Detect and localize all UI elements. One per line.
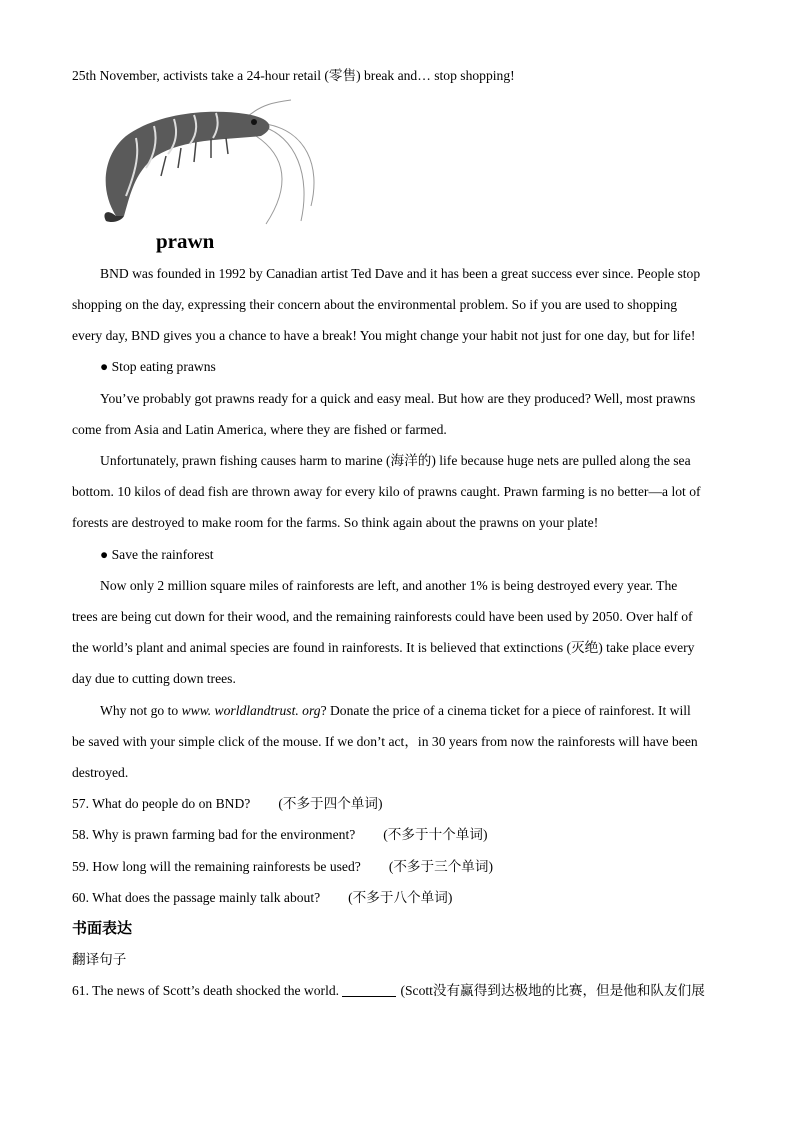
intro-line: 25th November, activists take a 24-hour retail (零售) break and… stop shopping! [72, 68, 515, 83]
word-limit-hint: (不多于三个单词) [388, 859, 494, 874]
question-text: 58. Why is prawn farming bad for the environment? [72, 827, 356, 842]
word-limit-hint: (不多于四个单词) [278, 796, 383, 811]
paragraph-line: forests are destroyed to make room for the farms. So think again about the prawns on your plate! [72, 515, 599, 530]
image-caption: prawn [156, 229, 215, 253]
word-limit-hint: (不多于十个单词) [383, 827, 488, 842]
paragraph-line: come from Asia and Latin America, where they are fished or farmed. [72, 422, 447, 437]
text-run: Why not go to [100, 703, 182, 718]
paragraph-line: the world’s plant and animal species are found in rainforests. It is believed that extinctions (灭绝) take place every [72, 640, 695, 655]
question-text: 59. How long will the remaining rainforests be used? [72, 859, 361, 874]
paragraph-line: Now only 2 million square miles of rainforests are left, and another 1% is being destroyed every year. The [100, 578, 678, 593]
paragraph-line: You’ve probably got prawns ready for a quick and easy meal. But how are they produced? Well, most prawns [100, 391, 696, 406]
bullet-heading: ● Save the rainforest [100, 547, 214, 562]
paragraph-line: day due to cutting down trees. [72, 671, 236, 686]
question-text: 60. What does the passage mainly talk about? [72, 890, 321, 905]
paragraph-line: destroyed. [72, 765, 129, 780]
answer-blank[interactable] [342, 982, 396, 997]
text-run: ? Donate the price of a cinema ticket for a piece of rainforest. It will [320, 703, 691, 718]
paragraph-line [100, 701, 691, 721]
word-limit-hint: (不多于八个单词) [348, 890, 453, 905]
prawn-illustration-icon [96, 96, 316, 226]
question-59 [72, 857, 493, 877]
paragraph-line: shopping on the day, expressing their concern about the environmental problem. So if you are used to shopping [72, 297, 678, 312]
question-text: 57. What do people do on BND? [72, 796, 251, 811]
question-58 [72, 825, 487, 845]
section-heading: 书面表达 [72, 921, 133, 937]
website-link[interactable]: www. worldlandtrust. org [181, 703, 321, 718]
question-61 [72, 981, 705, 1001]
question-60 [72, 888, 452, 908]
paragraph-line: every day, BND gives you a chance to have a break! You might change your habit not just for one day, but for life! [72, 328, 696, 343]
paragraph-line: be saved with your simple click of the mouse. If we don’t act，in 30 years from now the rainforests will have been [72, 734, 698, 749]
paragraph-line: trees are being cut down for their wood, and the remaining rainforests could have been used by 2050. Over half of [72, 609, 693, 624]
sub-heading: 翻译句子 [72, 952, 127, 967]
paragraph-line: Unfortunately, prawn fishing causes harm to marine (海洋的) life because huge nets are pulled along the sea [100, 453, 691, 468]
paragraph-line: bottom. 10 kilos of dead fish are thrown away for every kilo of prawns caught. Prawn farming is no better—a lot of [72, 484, 701, 499]
question-prompt: (Scott没有赢得到达极地的比赛，但是他和队友们展 [400, 983, 705, 998]
question-57 [72, 794, 383, 814]
bullet-heading: ● Stop eating prawns [100, 359, 216, 374]
paragraph-line: BND was founded in 1992 by Canadian artist Ted Dave and it has been a great success ever since. People stop [100, 266, 701, 281]
question-text: 61. The news of Scott’s death shocked the world. [72, 983, 340, 998]
